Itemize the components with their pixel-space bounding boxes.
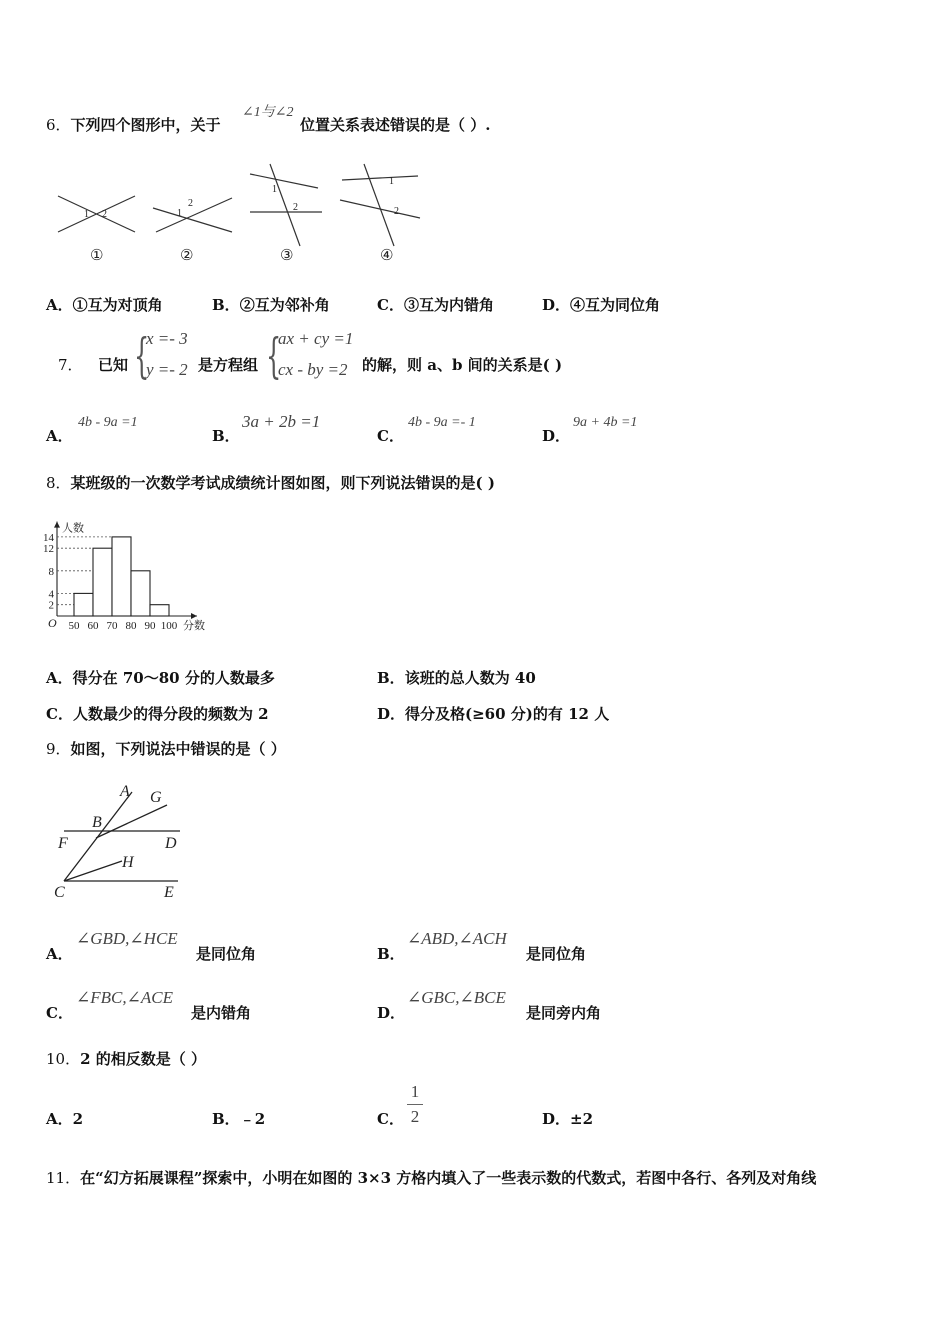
q6-stem [46, 116, 221, 134]
q9-figure [50, 780, 190, 905]
q6-fig-label-2: ② [180, 246, 194, 264]
y-tick-label: 2 [48, 599, 54, 612]
q9-label-b: B [92, 814, 102, 831]
q6-fig3-mark-2: 2 [293, 202, 298, 213]
y-tick-label: 8 [48, 565, 54, 578]
y-tick-label: 4 [48, 588, 54, 601]
q6-fig1-mark-1: 1 [84, 209, 89, 220]
x-tick-label: 90 [144, 620, 156, 632]
q6-option-b: B．②互为邻补角 [212, 296, 330, 314]
q9-label-e: E [164, 884, 174, 901]
q9-option-b-expr: ∠ABD,∠ACH [407, 929, 507, 948]
y-tick-label: 14 [43, 531, 54, 544]
q6-fig-label-1: ① [90, 246, 104, 264]
q7-sys2-line1: ax + cy =1 [278, 329, 354, 348]
q6-text-after: 位置关系表述错误的是（ ）. [300, 116, 491, 134]
q6-number: 6． [46, 116, 71, 134]
x-tick-label: 70 [106, 620, 118, 632]
x-tick-label: 100 [160, 620, 178, 632]
q7-number: 7． [58, 356, 83, 374]
histogram-bar [93, 548, 112, 616]
q6-option-d: D．④互为同位角 [542, 296, 661, 314]
q7-option-a-expr: 4b - 9a =1 [78, 415, 138, 430]
q9-label-g: G [150, 789, 162, 806]
q10-text: 2 的相反数是（ ） [80, 1050, 206, 1068]
q9-text: 如图，下列说法中错误的是（ ） [70, 740, 286, 758]
q6-option-c: C．③互为内错角 [377, 296, 494, 314]
q7-text3: 的解，则 a、b 间的关系是( ) [362, 356, 563, 374]
q11-number: 11． [46, 1169, 81, 1187]
q7-sys1-line2: y =- 2 [146, 360, 188, 379]
y-axis-arrow [54, 522, 60, 528]
q10-fraction-denominator: 2 [410, 1107, 420, 1126]
q6-fig4-mark-1: 1 [389, 176, 394, 187]
y-tick-label: 12 [43, 543, 54, 556]
origin-label: O [48, 616, 57, 630]
q10-fraction-numerator: 1 [410, 1082, 420, 1101]
q6-fig-label-4: ④ [380, 246, 394, 264]
q6-fig2-mark-2: 2 [188, 198, 193, 209]
q9-label-a: A [120, 783, 130, 800]
q7-brace-2: { [266, 328, 282, 384]
q9-label-d: D [165, 835, 177, 852]
q6-fig2-mark-1: 1 [177, 208, 182, 219]
q9-stem [46, 740, 286, 758]
q9-option-a-letter: A． [46, 945, 73, 963]
q11-stem [46, 1169, 816, 1187]
q10-option-b: B．﹣2 [212, 1110, 266, 1128]
q6-text-before: 下列四个图形中，关于 [70, 116, 221, 134]
histogram-bar [74, 593, 93, 616]
q9-option-d-expr: ∠GBC,∠BCE [407, 988, 506, 1007]
q9-option-a-text: 是同位角 [196, 945, 257, 963]
q7-option-c-letter: C． [377, 427, 404, 445]
q7-text1: 已知 [98, 356, 129, 374]
q6-fig1-mark-2: 2 [102, 209, 107, 220]
q7-option-d-expr: 9a + 4b =1 [573, 415, 638, 430]
histogram-bar [112, 537, 131, 616]
q7-option-c-expr: 4b - 9a =- 1 [408, 415, 476, 430]
q7-option-b-letter: B． [212, 427, 240, 445]
q10-option-a: A．2 [46, 1110, 84, 1128]
q8-option-a: A．得分在 70～80 分的人数最多 [46, 669, 275, 687]
q10-fraction-bar [407, 1104, 423, 1105]
q7-option-a-letter: A． [46, 427, 73, 445]
q9-label-h: H [122, 854, 134, 871]
x-tick-label: 80 [125, 620, 137, 632]
q9-option-d-text: 是同旁内角 [526, 1004, 602, 1022]
q8-option-d: D．得分及格(≥60 分)的有 12 人 [377, 705, 610, 723]
q9-option-c-expr: ∠FBC,∠ACE [76, 988, 173, 1007]
q6-angle-expr: ∠1与∠2 [242, 105, 294, 120]
q6-option-a: A．①互为对顶角 [46, 296, 163, 314]
q7-sys1-line1: x =- 3 [146, 329, 188, 348]
q8-text: 某班级的一次数学考试成绩统计图如图，则下列说法错误的是( ) [70, 474, 495, 492]
q8-number: 8． [46, 474, 71, 492]
q7-sys2-line2: cx - by =2 [278, 360, 348, 379]
q9-label-c: C [54, 884, 65, 901]
q9-option-b-text: 是同位角 [526, 945, 587, 963]
q9-number: 9． [46, 740, 71, 758]
histogram-bar [150, 605, 169, 616]
q9-option-a-expr: ∠GBD,∠HCE [76, 929, 178, 948]
q10-stem [46, 1050, 206, 1068]
q10-option-c-letter: C． [377, 1110, 404, 1128]
q10-option-d: D．±2 [542, 1110, 594, 1128]
q9-option-c-text: 是内错角 [191, 1004, 252, 1022]
q9-label-f: F [58, 835, 68, 852]
q11-text: 在“幻方拓展课程”探索中，小明在如图的 3×3 方格内填入了一些表示数的代数式，若图中各行、各列及对角线 [80, 1169, 817, 1187]
y-axis-label: 人数 [62, 521, 84, 535]
q7-brace-1: { [134, 328, 150, 384]
q8-histogram [40, 502, 220, 634]
q7-text2: 是方程组 [198, 356, 259, 374]
q7-option-b-expr: 3a + 2b =1 [242, 412, 321, 431]
q8-option-b: B．该班的总人数为 40 [377, 669, 536, 687]
q9-option-b-letter: B． [377, 945, 405, 963]
q9-option-c-letter: C． [46, 1004, 73, 1022]
q6-figures [50, 160, 440, 270]
x-axis-label: 分数 [183, 619, 205, 632]
q6-fig3-mark-1: 1 [272, 184, 277, 195]
x-tick-label: 50 [68, 620, 80, 632]
q10-number: 10． [46, 1050, 81, 1068]
q10-fraction [405, 1082, 425, 1127]
q8-option-c: C．人数最少的得分段的频数为 2 [46, 705, 269, 723]
x-tick-label: 60 [87, 620, 99, 632]
q9-option-d-letter: D． [377, 1004, 406, 1022]
q8-stem [46, 474, 495, 492]
q6-fig4-mark-2: 2 [394, 206, 399, 217]
q6-fig-label-3: ③ [280, 246, 294, 264]
q7-option-d-letter: D． [542, 427, 571, 445]
histogram-bar [131, 571, 150, 616]
